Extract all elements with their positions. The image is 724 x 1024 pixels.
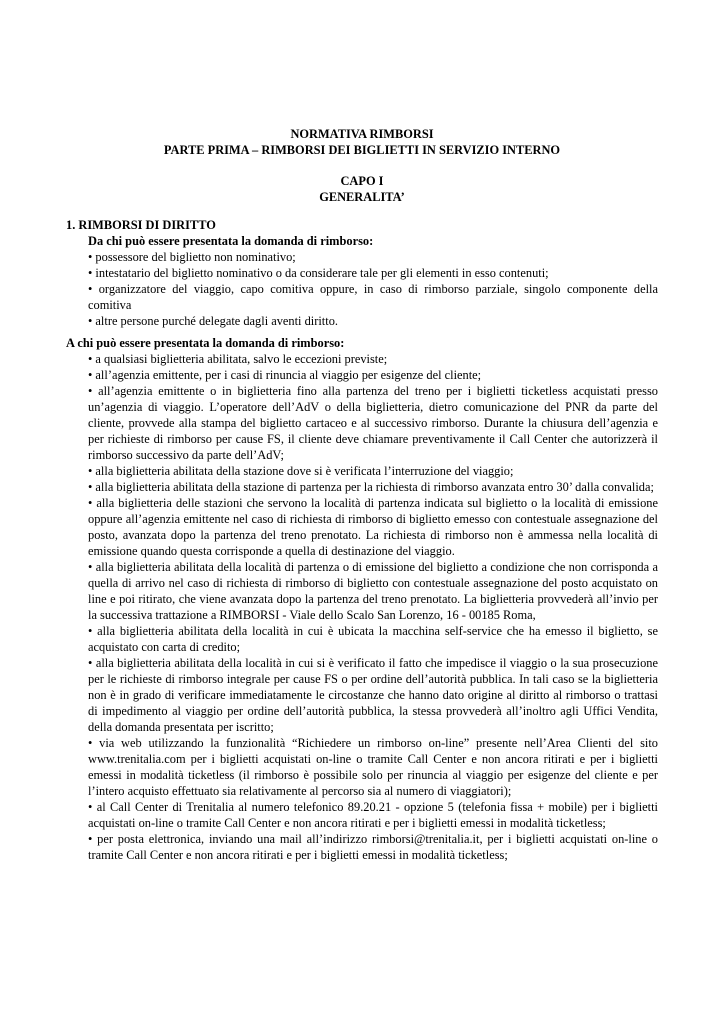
list-item: • alla biglietteria delle stazioni che servono la località di partenza indicata sul biglietto o la località di emissione oppure all’agenzia emittente nel caso di richiesta di rimborso di biglietto emesso con contestuale assegnazione del posto, avanzata dopo la partenza del treno prenotato. La richiesta di rimborso non è ammessa nella località di emissione quando questa corrisponde a quella di destinazione del viaggio. bbox=[88, 496, 658, 558]
list-item: • altre persone purché delegate dagli aventi diritto. bbox=[88, 314, 338, 328]
list-item: • alla biglietteria abilitata della stazione di partenza per la richiesta di rimborso avanzata entro 30’ dalla convalida; bbox=[88, 480, 654, 494]
list-item: • alla biglietteria abilitata della stazione dove si è verificata l’interruzione del viaggio; bbox=[88, 464, 514, 478]
list-item: • alla biglietteria abilitata della località in cui si è verificato il fatto che impedisce il viaggio o la sua prosecuzione per le richieste di rimborso integrale per cause FS o per ordine dell’autorità pubblica. In tali caso se la biglietteria non è in grado di verificare immediatamente le circostanze che hanno dato origine al diritto al rimborso o trattasi di impedimento al viaggio per ordine dell’autorità pubblica, la stessa provvederà all’inoltro agli Uffici Vendita, della domanda presentata per iscritto; bbox=[88, 656, 658, 734]
list-item: • intestatario del biglietto nominativo o da considerare tale per gli elementi in esso contenuti; bbox=[88, 266, 549, 280]
presentation-list bbox=[66, 351, 658, 863]
document-title: NORMATIVA RIMBORSI bbox=[290, 127, 434, 141]
chapter-title: GENERALITA’ bbox=[319, 190, 405, 204]
list-item: • organizzatore del viaggio, capo comitiva oppure, in caso di rimborso parziale, singolo componente della comitiva bbox=[88, 282, 658, 312]
list-item: • all’agenzia emittente, per i casi di rinuncia al viaggio per esigenze del cliente; bbox=[88, 368, 482, 382]
eligible-list bbox=[66, 249, 658, 329]
list-item: • via web utilizzando la funzionalità “Richiedere un rimborso on-line” presente nell’Area Clienti del sito www.trenitalia.com per i biglietti acquistati on-line o tramite Call Center e non ancora ritirati e per i biglietti emessi in modalità ticketless (il rimborso è possibile solo per rinuncia al viaggio per esigenze del cliente e per l’intero acquisto effettuato sia relativamente al percorso sia al numero di viaggiatori); bbox=[88, 736, 658, 798]
section-heading: 1. RIMBORSI DI DIRITTO bbox=[66, 218, 216, 232]
chapter-number: CAPO I bbox=[340, 174, 384, 188]
section-subheading: Da chi può essere presentata la domanda di rimborso: bbox=[88, 234, 374, 248]
list-item: • possessore del biglietto non nominativo; bbox=[88, 250, 296, 264]
list-item: • a qualsiasi biglietteria abilitata, salvo le eccezioni previste; bbox=[88, 352, 388, 366]
list-item: • alla biglietteria abilitata della località di partenza o di emissione del biglietto a condizione che non corrisponda a quella di arrivo nel caso di richiesta di rimborso di biglietto con contestuale assegnazione del posto acquistato on line e poi ritirato, che viene avanzata dopo la partenza del treno prenotato. La biglietteria provvederà all’invio per la successiva trattazione a RIMBORSI - Viale dello Scalo San Lorenzo, 16 - 00185 Roma, bbox=[88, 560, 658, 622]
section-heading: A chi può essere presentata la domanda di rimborso: bbox=[66, 336, 345, 350]
list-item: • all’agenzia emittente o in biglietteria fino alla partenza del treno per i biglietti ticketless acquistati presso un’agenzia di viaggio. L’operatore dell’AdV o della biglietteria, dietro comunicazione del PNR da parte del cliente, provvede alla stampa del biglietto cartaceo e al successivo rimborso. Durante la chiusura dell’agenzia e per richieste di rimborso per cause FS, il cliente deve chiamare preventivamente il Call Center che autorizzerà il rimborso successivo da parte dell’AdV; bbox=[88, 384, 658, 462]
list-item: • al Call Center di Trenitalia al numero telefonico 89.20.21 - opzione 5 (telefonia fissa + mobile) per i biglietti acquistati on-line o tramite Call Center e non ancora ritirati e per i biglietti emessi in modalità ticketless; bbox=[88, 800, 658, 830]
list-item: • per posta elettronica, inviando una mail all’indirizzo rimborsi@trenitalia.it, per i biglietti acquistati on-line o tramite Call Center e non ancora ritirati e per i biglietti emessi in modalità ticketless; bbox=[88, 832, 658, 862]
list-item: • alla biglietteria abilitata della località in cui è ubicata la macchina self-service che ha emesso il biglietto, se acquistato con carta di credito; bbox=[88, 624, 658, 654]
section-presentation-points bbox=[66, 335, 658, 863]
section-rimborsi-di-diritto bbox=[66, 217, 658, 329]
document-subtitle: PARTE PRIMA – RIMBORSI DEI BIGLIETTI IN SERVIZIO INTERNO bbox=[163, 143, 561, 157]
